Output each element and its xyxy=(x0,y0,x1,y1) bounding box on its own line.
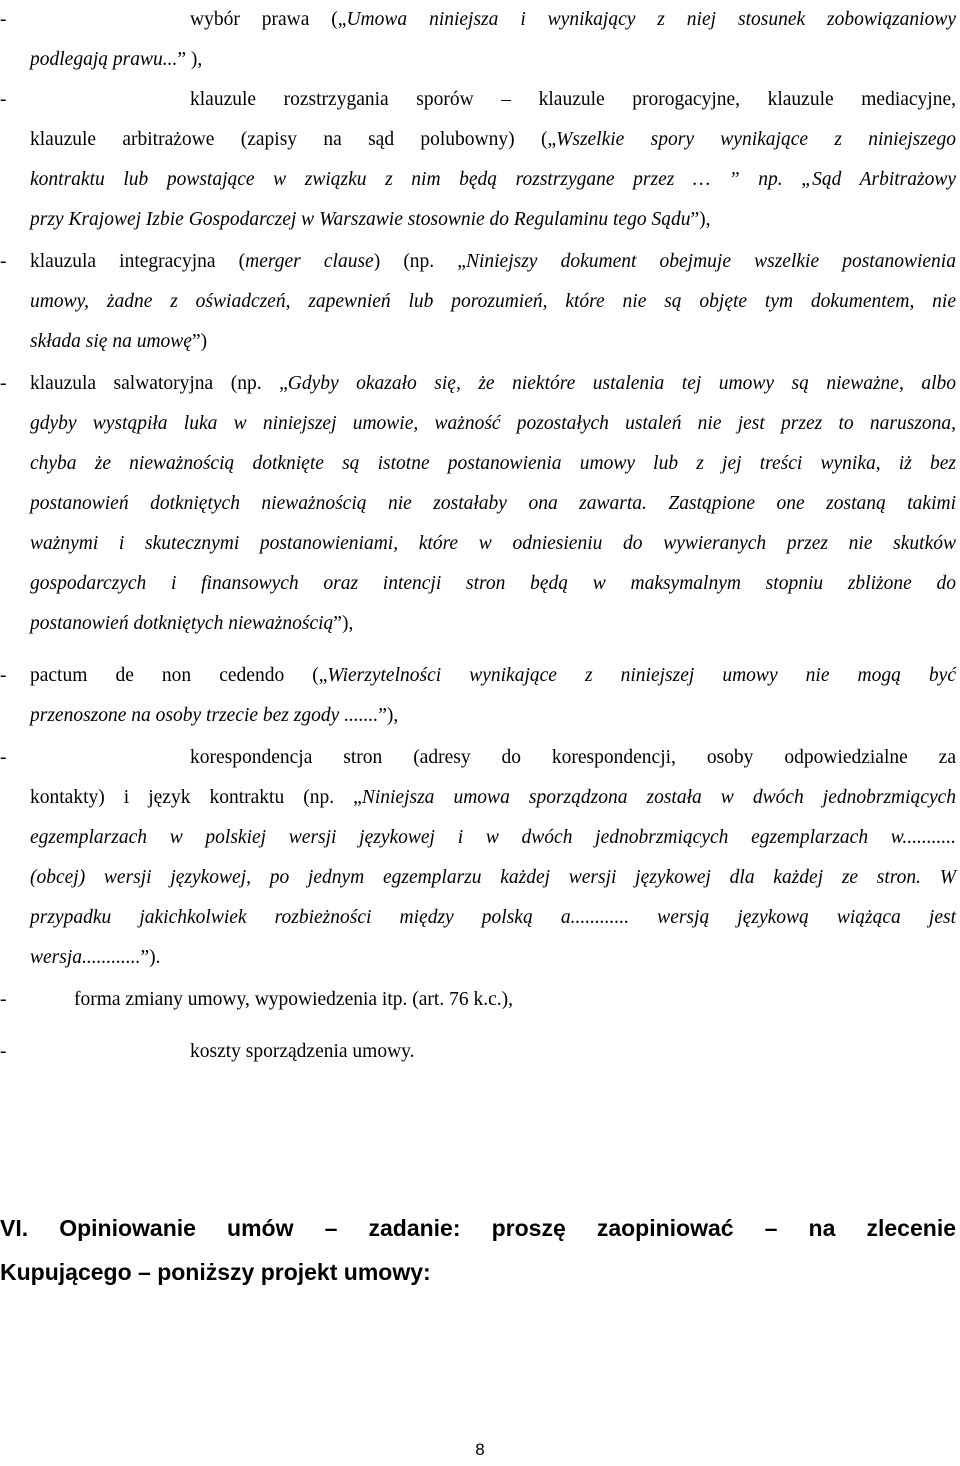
text-run: ) (np. „ xyxy=(373,251,466,272)
italic-run: umowy, żadne z oświadczeń, zapewnień lub porozumień, które nie są objęte tym dokumentem, nie xyxy=(30,291,956,312)
text-run: ”), xyxy=(378,705,399,726)
italic-run: gospodarczych i finansowych oraz intencji stron będą w maksymalnym stopniu zbliżone do xyxy=(30,573,956,594)
list-dash: - xyxy=(0,1041,7,1062)
italic-run: przy Krajowej Izbie Gospodarczej w Warszawie stosownie do Regulaminu tego Sądu xyxy=(30,209,691,230)
heading-line-2: Kupującego – poniższy projekt umowy: xyxy=(0,1259,431,1285)
text-line xyxy=(30,444,956,484)
italic-run: postanowień dotkniętych nieważnością xyxy=(30,613,334,634)
clause-text xyxy=(30,1032,956,1072)
text-run: koszty sporządzenia umowy. xyxy=(190,1041,415,1062)
text-run: kontakty) i język kontraktu (np. „ xyxy=(30,787,362,808)
list-dash: - xyxy=(0,251,7,272)
italic-run: podlegają prawu... xyxy=(30,49,178,70)
italic-run: Gdyby okazało się, że niektóre ustalenia tej umowy są nieważne, albo xyxy=(287,373,956,394)
italic-run: ważnymi i skutecznymi postanowieniami, które w odniesieniu do wywieranych przez nie skutków xyxy=(30,533,956,554)
text-run: klauzula integracyjna ( xyxy=(30,251,246,272)
text-line xyxy=(30,1032,956,1072)
text-line xyxy=(30,484,956,524)
text-line xyxy=(30,524,956,564)
italic-run: Umowa niniejsza i wynikający z niej stosunek zobowiązaniowy xyxy=(346,9,956,30)
text-line xyxy=(30,738,956,778)
text-line xyxy=(30,364,956,404)
italic-run: wersja............ xyxy=(30,947,141,968)
text-line xyxy=(30,818,956,858)
italic-run: chyba że nieważnością dotknięte są istotne postanowienia umowy lub z jej treści wynika, iż bez xyxy=(30,453,956,474)
clause-text xyxy=(30,980,956,1020)
text-line xyxy=(30,564,956,604)
italic-run: merger clause xyxy=(245,251,374,272)
text-line xyxy=(30,0,956,40)
text-run: korespondencja stron (adresy do korespondencji, osoby odpowiedzialne za xyxy=(190,747,956,768)
italic-run: (obcej) wersji językowej, po jednym egzemplarzu każdej wersji językowej dla każdej ze stron. W xyxy=(30,867,956,888)
list-dash: - xyxy=(0,747,7,768)
text-run: ”), xyxy=(690,209,711,230)
clause-text xyxy=(30,242,956,362)
italic-run: Niniejszy dokument obejmuje wszelkie postanowienia xyxy=(465,251,956,272)
text-line xyxy=(30,160,956,200)
text-run: wybór prawa („ xyxy=(190,9,347,30)
text-line xyxy=(30,242,956,282)
italic-run: Wszelkie spory wynikające z niniejszego xyxy=(556,129,956,150)
page-number: 8 xyxy=(475,1440,485,1459)
text-run: ”). xyxy=(140,947,161,968)
heading-line-1: VI. Opiniowanie umów – zadanie: proszę zaopiniować – na zlecenie xyxy=(0,1215,956,1241)
clause-text xyxy=(30,364,956,644)
italic-run: Wierzytelności wynikające z niniejszej umowy nie mogą być xyxy=(327,665,956,686)
text-run: klauzule rozstrzygania sporów – klauzule prorogacyjne, klauzule mediacyjne, xyxy=(190,89,956,110)
text-line xyxy=(30,80,956,120)
text-line xyxy=(30,858,956,898)
text-line xyxy=(30,322,956,362)
clause-text xyxy=(30,0,956,80)
text-line xyxy=(30,656,956,696)
text-run: forma zmiany umowy, wypowiedzenia itp. (art. 76 k.c.), xyxy=(74,989,513,1010)
text-run: ” ), xyxy=(177,49,203,70)
italic-run: Niniejsza umowa sporządzona została w dwóch jednobrzmiących xyxy=(361,787,957,808)
text-line xyxy=(30,200,956,240)
italic-run: składa się na umowę xyxy=(30,331,192,352)
italic-run: gdyby wystąpiła luka w niniejszej umowie, ważność pozostałych ustaleń nie jest przez to naruszona, xyxy=(30,413,956,434)
text-line xyxy=(30,282,956,322)
clause-text xyxy=(30,656,956,736)
clause-text xyxy=(30,738,956,978)
text-line xyxy=(30,938,956,978)
italic-run: przypadku jakichkolwiek rozbieżności między polską a............ wersją językową wiążąca jest xyxy=(30,907,956,928)
text-run: klauzule arbitrażowe (zapisy na sąd polubowny) („ xyxy=(30,129,557,150)
list-dash: - xyxy=(0,665,7,686)
clause-text xyxy=(30,80,956,240)
italic-run: kontraktu lub powstające w związku z nim będą rozstrzygane przez … ” np. „Sąd Arbitrażowy xyxy=(30,169,956,190)
text-run: ”), xyxy=(333,613,354,634)
list-dash: - xyxy=(0,89,7,110)
list-dash: - xyxy=(0,373,7,394)
list-dash: - xyxy=(0,989,7,1010)
text-run: pactum de non cedendo („ xyxy=(30,665,328,686)
text-run: ”) xyxy=(191,331,208,352)
text-line xyxy=(30,778,956,818)
text-line xyxy=(30,696,956,736)
text-line xyxy=(30,404,956,444)
text-run: klauzula salwatoryjna (np. „ xyxy=(30,373,288,394)
text-line xyxy=(30,120,956,160)
list-dash: - xyxy=(0,9,7,30)
italic-run: przenoszone na osoby trzecie bez zgody ....... xyxy=(30,705,379,726)
italic-run: postanowień dotkniętych nieważnością nie zostałaby ona zawarta. Zastąpione one zostaną takimi xyxy=(30,493,956,514)
italic-run: egzemplarzach w polskiej wersji językowej i w dwóch jednobrzmiących egzemplarzach w........... xyxy=(30,827,956,848)
text-line xyxy=(30,604,956,644)
text-line xyxy=(30,40,956,80)
section-heading xyxy=(0,1206,956,1290)
text-line xyxy=(30,898,956,938)
text-line xyxy=(30,980,956,1020)
